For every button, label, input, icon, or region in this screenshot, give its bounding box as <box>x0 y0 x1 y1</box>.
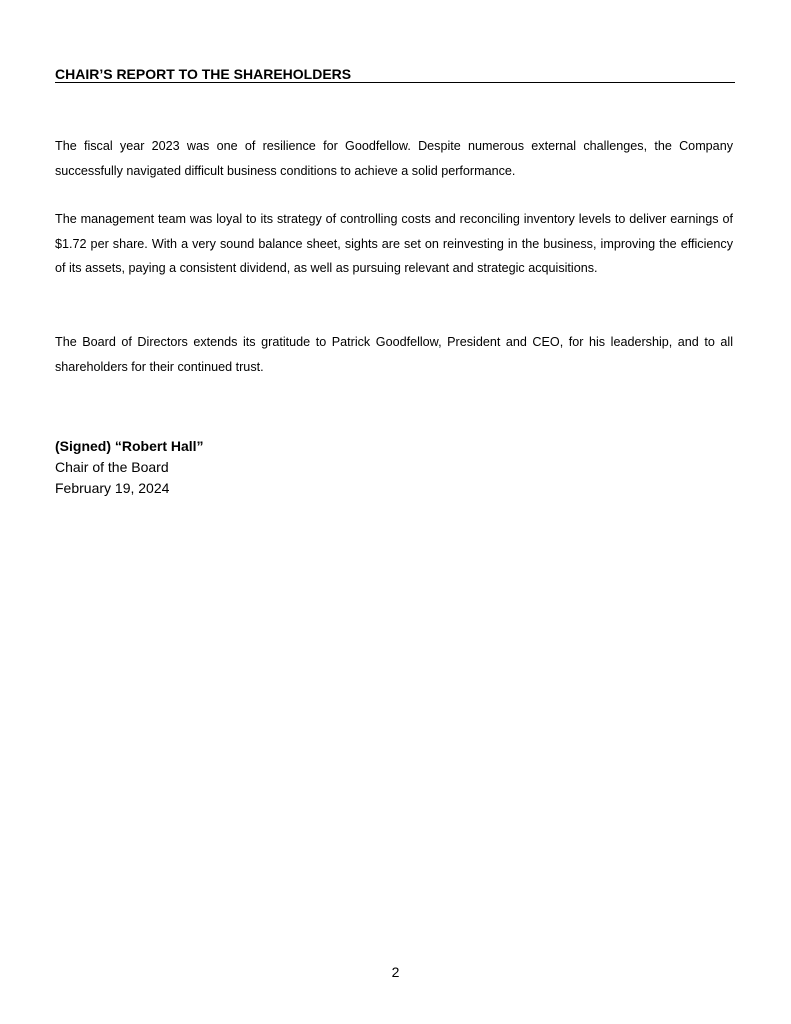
signer-role: Chair of the Board <box>55 459 169 475</box>
signed-name: (Signed) “Robert Hall” <box>55 438 204 454</box>
signature-date: February 19, 2024 <box>55 480 170 496</box>
paragraph-management-strategy: The management team was loyal to its strategy of controlling costs and reconciling inventory levels to deliver earnings of $1.72 per share. With a very sound balance sheet, sights are set on reinvesting in the business, improving the efficiency of its assets, paying a consistent dividend, as well as pursuing relevant and strategic acquisitions. <box>55 212 733 275</box>
page-title: CHAIR’S REPORT TO THE SHAREHOLDERS <box>55 66 352 82</box>
signature-block <box>55 436 204 499</box>
paragraph-board-gratitude: The Board of Directors extends its gratitude to Patrick Goodfellow, President and CEO, for his leadership, and to all shareholders for their continued trust. <box>55 335 733 374</box>
title-underline <box>55 82 735 83</box>
paragraph-fiscal-year: The fiscal year 2023 was one of resilience for Goodfellow. Despite numerous external challenges, the Company successfully navigated difficult business conditions to achieve a solid performance. <box>55 139 733 178</box>
page-number: 2 <box>391 964 400 980</box>
